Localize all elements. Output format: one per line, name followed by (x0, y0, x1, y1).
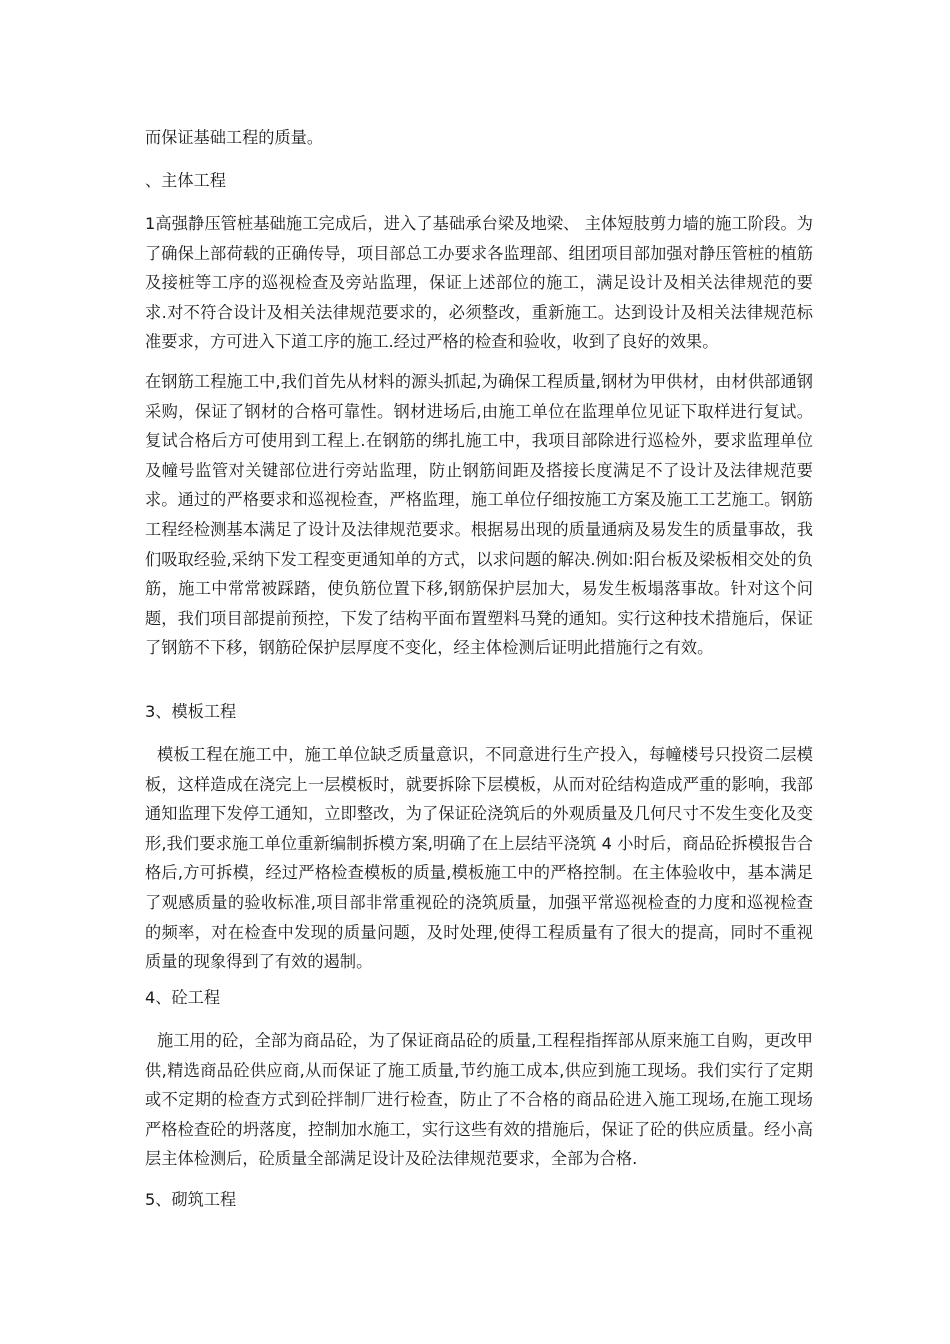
section-heading-main-structure: 、主体工程 (145, 171, 226, 190)
paragraph-rebar-work: 在钢筋工程施工中,我们首先从材料的源头抓起,为确保工程质量,钢材为甲供材，由材供部通钢采购，保证了钢材的合格可靠性。钢材进场后,由施工单位在监理单位见证下取样进行复试。复试合格后方可使用到工程上.在钢筋的绑扎施工中，我项目部除进行巡检外，要求监理单位及幢号监管对关键部位进行旁站监理，防止钢筋间距及搭接长度满足不了设计及法律规范要求。通过的严格要求和巡视检查，严格监理，施工单位仔细按施工方案及施工工艺施工。钢筋工程经检测基本满足了设计及法律规范要求。根据易出现的质量通病及易发生的质量事故，我们吸取经验,采纳下发工程变更通知单的方式，以求问题的解决.例如:阳台板及梁板相交处的负筋，施工中常常被踩踏，使负筋位置下移,钢筋保护层加大，易发生板塌落事故。针对这个问题，我们项目部提前预控，下发了结构平面布置塑料马凳的通知。实行这种技术措施后，保证了钢筋不下移，钢筋砼保护层厚度不变化，经主体检测后证明此措施行之有效。 (145, 372, 813, 658)
paragraph-pile-foundation: 1高强静压管桩基础施工完成后，进入了基础承台梁及地梁、 主体短肢剪力墙的施工阶段。为了确保上部荷载的正确传导，项目部总工办要求各监理部、组团项目部加强对静压管桩的植筋及接桩等工序的巡视检查及旁站监理，保证上述部位的施工，满足设计及相关法律规范的要求.对不符合设计及相关法律规范要求的，必须整改，重新施工。达到设计及相关法律规范标准要求，方可进入下道工序的施工.经过严格的检查和验收，收到了良好的效果。 (145, 214, 813, 352)
section-heading-concrete: 4、砼工程 (145, 988, 221, 1007)
intro-line: 而保证基础工程的质量。 (145, 128, 324, 147)
paragraph-concrete: 施工用的砼，全部为商品砼，为了保证商品砼的质量,工程程指挥部从原来施工自购，更改甲供,精选商品砼供应商,从而保证了施工质量,节约施工成本,供应到施工现场。我们实行了定期或不定期的检查方式到砼拌制厂进行检查，防止了不合格的商品砼进入施工现场,在施工现场严格检查砼的坍落度，控制加水施工，实行这些有效的措施后，保证了砼的供应质量。经小高层主体检测后，砼质量全部满足设计及砼法律规范要求，全部为合格. (145, 1031, 813, 1169)
section-heading-masonry: 5、砌筑工程 (145, 1190, 237, 1209)
section-heading-formwork: 3、模板工程 (145, 702, 237, 721)
paragraph-formwork: 模板工程在施工中，施工单位缺乏质量意识，不同意进行生产投入，每幢楼号只投资二层模板，这样造成在浇完上一层模板时，就要拆除下层模板，从而对砼结构造成严重的影响，我部通知监理下发停工通知，立即整改，为了保证砼浇筑后的外观质量及几何尺寸不发生变化及变形,我们要求施工单位重新编制拆模方案,明确了在上层结平浇筑 4 小时后，商品砼拆模报告合格后,方可拆模，经过严格检查模板的质量,模板施工中的严格控制。在主体验收中，基本满足了观感质量的验收标准,项目部非常重视砼的浇筑质量，加强平常巡视检查的力度和巡视检查的频率，对在检查中发现的质量问题，及时处理,使得工程质量有了很大的提高，同时不重视质量的现象得到了有效的遏制。 (145, 745, 813, 972)
